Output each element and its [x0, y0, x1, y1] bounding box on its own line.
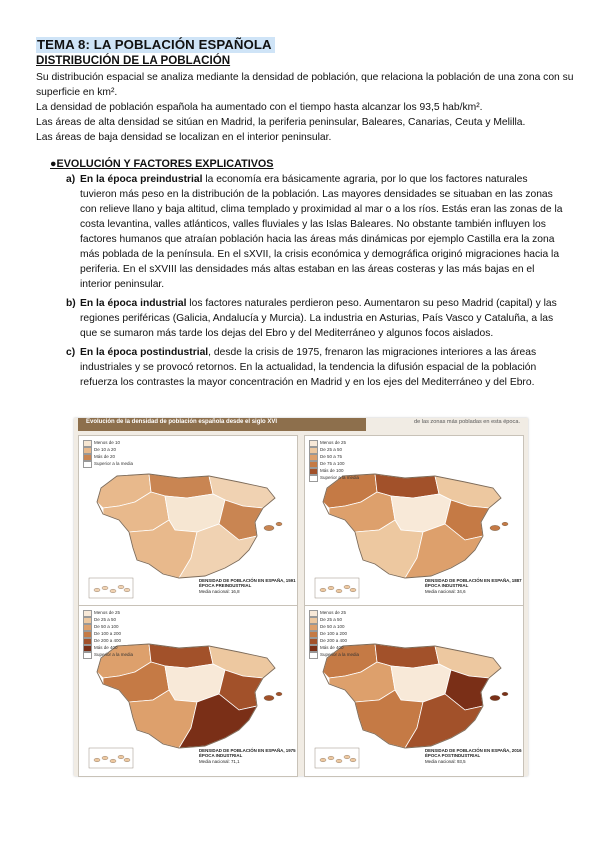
island-shape	[124, 758, 130, 762]
legend-label: De 25 a 50	[94, 617, 117, 623]
legend-swatch	[83, 638, 92, 645]
legend-label: Superior a la media	[320, 652, 360, 658]
island-shape	[490, 525, 500, 530]
island-shape	[490, 695, 500, 700]
legend-label: Menos de 25	[94, 610, 121, 616]
island-shape	[320, 758, 326, 762]
figure-header	[78, 418, 366, 431]
legend-label: De 100 a 200	[320, 631, 348, 637]
legend-label: De 50 a 75	[320, 454, 343, 460]
caption-subtitle: Media nacional: 93,5	[425, 758, 466, 764]
island-shape	[102, 756, 108, 760]
section-heading: ●EVOLUCIÓN Y FACTORES EXPLICATIVOS	[50, 158, 274, 170]
legend-swatch	[309, 468, 318, 475]
figure-note: de las zonas más pobladas en esta época.	[413, 419, 520, 425]
legend-label: Menos de 10	[94, 440, 121, 446]
intro-paragraph: Las áreas de baja densidad se localizan en el interior peninsular.	[36, 132, 332, 143]
legend-swatch	[309, 617, 318, 624]
legend-swatch	[83, 631, 92, 638]
island-shape	[110, 759, 116, 763]
list-text	[80, 296, 566, 341]
island-shape	[350, 758, 356, 762]
legend-swatch	[309, 475, 318, 482]
list-marker: b)	[66, 298, 76, 309]
list-marker: a)	[66, 174, 76, 185]
island-shape	[344, 585, 350, 589]
legend-label: De 200 a 400	[320, 638, 348, 644]
intro-paragraph: Las áreas de alta densidad se sitúan en Madrid, la periferia peninsular, Baleares, Canarias, Ceuta y Melilla.	[36, 117, 526, 128]
map-legend	[309, 610, 359, 659]
legend-label: Más de 400	[94, 645, 118, 651]
period-name: En la época postindustrial	[80, 347, 209, 358]
density-map-panel	[304, 605, 524, 777]
legend-label: Menos de 25	[320, 610, 347, 616]
period-name: En la época preindustrial	[80, 174, 203, 185]
legend-swatch	[83, 454, 92, 461]
island-shape	[94, 588, 100, 592]
island-shape	[344, 755, 350, 759]
legend-entry	[309, 475, 359, 482]
legend-entry	[309, 617, 359, 624]
island-shape	[320, 588, 326, 592]
legend-swatch	[309, 447, 318, 454]
island-shape	[264, 525, 274, 530]
map-caption	[425, 748, 522, 764]
canary-inset	[315, 578, 359, 598]
map-caption	[425, 578, 522, 594]
legend-entry	[83, 645, 133, 652]
legend-entry	[83, 454, 133, 461]
period-description: la economía era básicamente agraria, por lo que los factores naturales tuvieron más peso en la distribución de la población. Las mayores densidades se situaban en las zonas con relieve llano y baja altitud, clima templado y proximidad al mar o a los ríos. Estás eran las zonas de la costa levantina, valles atlánticos, valles fluviales y las Islas Baleares. No obstante también influyen los factores humanos que atraían población hacia las áreas más dinámicas por ejemplo Castilla era la zona más poblada de la península. En el sXVII, la crisis económica y demográfica originó migraciones hacia la periferia. En el sXVIII las densidades más altas estaban en las áreas costeras y las más bajas en el interior peninsular.	[80, 174, 563, 290]
map-legend	[309, 440, 359, 482]
legend-label: Más de 400	[320, 645, 344, 651]
map-caption	[199, 748, 296, 764]
period-description: , desde la crisis de 1975, frenaron las migraciones interiores a las áreas industriales y se provocó retornos. En la actualidad, la tendencia la difusión espacial de la población refuerza los contrastes la mayor concentración en Madrid y en los ejes del Mediterráneo y del Ebro.	[80, 347, 537, 388]
island-shape	[276, 522, 282, 526]
legend-entry	[309, 610, 359, 617]
caption-subtitle: Media nacional: 16,8	[199, 588, 240, 594]
map-legend	[83, 610, 133, 659]
legend-entry	[83, 631, 133, 638]
legend-swatch	[83, 617, 92, 624]
legend-label: De 100 a 200	[94, 631, 122, 637]
island-shape	[102, 586, 108, 590]
island-shape	[124, 588, 130, 592]
legend-swatch	[83, 645, 92, 652]
legend-entry	[309, 645, 359, 652]
list-item	[66, 296, 566, 341]
legend-label: De 25 a 50	[320, 617, 343, 623]
island-shape	[118, 585, 124, 589]
island-shape	[328, 756, 334, 760]
island-shape	[502, 522, 508, 526]
legend-label: Superior a la media	[94, 652, 134, 658]
island-shape	[336, 759, 342, 763]
period-description: los factores naturales perdieron peso. Aumentaron su peso Madrid (capital) y las regiones periféricas (Galicia, Andalucía y Murcia). La industria en Asturias, País Vasco y Cataluña, a las que se sumaron más tarde los dejas del Ebro y del Mediterráneo y algunos focos aislados.	[80, 298, 557, 339]
list-item	[66, 345, 566, 390]
legend-entry	[309, 440, 359, 447]
caption-subtitle: Media nacional: 71,1	[199, 758, 240, 764]
legend-label: De 25 a 50	[320, 447, 343, 453]
legend-entry	[309, 447, 359, 454]
legend-entry	[83, 440, 133, 447]
period-name: En la época industrial	[80, 298, 187, 309]
intro-paragraph: Su distribución espacial se analiza mediante la densidad de población, que relaciona la población de una zona con su superficie en km².	[36, 72, 574, 98]
caption-line: DENSIDAD DE POBLACIÓN EN ESPAÑA, 1591	[199, 578, 296, 583]
caption-line: ÉPOCA PREINDUSTRIAL	[199, 583, 252, 589]
legend-entry	[309, 631, 359, 638]
legend-swatch	[83, 652, 92, 659]
intro-paragraphs	[36, 70, 576, 145]
legend-swatch	[309, 610, 318, 617]
caption-line: ÉPOCA POSTINDUSTRIAL	[425, 753, 481, 759]
legend-swatch	[309, 454, 318, 461]
list-text	[80, 172, 566, 292]
legend-entry	[309, 638, 359, 645]
island-shape	[350, 588, 356, 592]
legend-label: Más de 100	[320, 468, 344, 474]
legend-swatch	[83, 461, 92, 468]
caption-line: ÉPOCA INDUSTRIAL	[425, 583, 469, 589]
island-shape	[502, 692, 508, 696]
legend-swatch	[309, 652, 318, 659]
document-title: TEMA 8: LA POBLACIÓN ESPAÑOLA	[36, 37, 275, 53]
island-shape	[276, 692, 282, 696]
legend-swatch	[309, 631, 318, 638]
legend-entry	[309, 652, 359, 659]
island-shape	[110, 589, 116, 593]
legend-label: De 50 a 100	[320, 624, 345, 630]
legend-label: Superior a la media	[320, 475, 360, 481]
island-shape	[118, 755, 124, 759]
legend-swatch	[83, 447, 92, 454]
legend-swatch	[309, 645, 318, 652]
legend-entry	[83, 447, 133, 454]
density-map-panel	[78, 435, 298, 607]
legend-label: De 75 a 100	[320, 461, 345, 467]
map-legend	[83, 440, 133, 468]
legend-swatch	[309, 440, 318, 447]
density-map-panel	[304, 435, 524, 607]
legend-swatch	[83, 610, 92, 617]
legend-entry	[83, 638, 133, 645]
legend-entry	[83, 617, 133, 624]
legend-entry	[309, 468, 359, 475]
legend-swatch	[309, 624, 318, 631]
canary-inset	[89, 578, 133, 598]
legend-label: De 200 a 400	[94, 638, 122, 644]
period-list	[66, 172, 566, 394]
intro-paragraph: La densidad de población española ha aumentado con el tiempo hasta alcanzar los 93,5 hab/km².	[36, 102, 483, 113]
legend-entry	[83, 461, 133, 468]
legend-entry	[309, 624, 359, 631]
caption-line: DENSIDAD DE POBLACIÓN EN ESPAÑA, 2016	[425, 748, 522, 753]
island-shape	[328, 586, 334, 590]
legend-label: Más de 20	[94, 454, 116, 460]
map-caption	[199, 578, 296, 594]
legend-label: De 10 a 20	[94, 447, 117, 453]
island-shape	[264, 695, 274, 700]
legend-swatch	[309, 461, 318, 468]
density-maps-figure	[74, 418, 528, 776]
island-shape	[336, 589, 342, 593]
legend-label: De 50 a 100	[94, 624, 119, 630]
list-text	[80, 345, 566, 390]
legend-swatch	[309, 638, 318, 645]
section-subtitle: DISTRIBUCIÓN DE LA POBLACIÓN	[36, 54, 231, 67]
canary-inset	[89, 748, 133, 768]
legend-swatch	[83, 624, 92, 631]
density-map-panel	[78, 605, 298, 777]
legend-entry	[83, 624, 133, 631]
legend-entry	[83, 652, 133, 659]
figure-title: Evolución de la densidad de población española desde el siglo XVI	[86, 419, 278, 425]
caption-line: ÉPOCA INDUSTRIAL	[199, 753, 243, 759]
legend-label: Menos de 25	[320, 440, 347, 446]
caption-line: DENSIDAD DE POBLACIÓN EN ESPAÑA, 1975	[199, 748, 296, 753]
legend-entry	[309, 461, 359, 468]
caption-subtitle: Media nacional: 34,6	[425, 588, 466, 594]
caption-line: DENSIDAD DE POBLACIÓN EN ESPAÑA, 1887	[425, 578, 522, 583]
canary-inset	[315, 748, 359, 768]
island-shape	[94, 758, 100, 762]
list-item	[66, 172, 566, 292]
legend-entry	[309, 454, 359, 461]
legend-swatch	[83, 440, 92, 447]
legend-label: Superior a la media	[94, 461, 134, 467]
list-marker: c)	[66, 347, 76, 358]
legend-entry	[83, 610, 133, 617]
